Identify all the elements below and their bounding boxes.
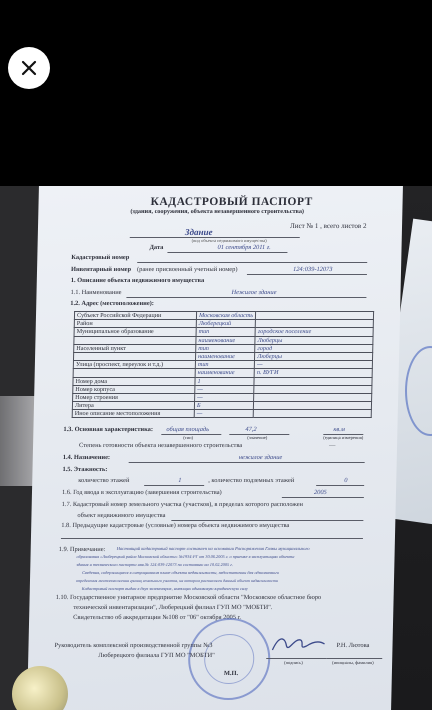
address-cell: — — [254, 361, 372, 369]
note-line-2: образования «Люберецкий район Московской области» №1934-РГ от 30.06.2005 г. о приемке в эксплуатацию объекта — [76, 554, 295, 559]
address-cell: Улица (проспект, переулок и т.д.) — [73, 361, 195, 369]
address-cell: Субъект Российской Федерации — [74, 312, 196, 320]
address-cell — [254, 377, 372, 385]
head-label: Руководитель комплексной производственной группы №3 — [54, 642, 213, 649]
readiness-label: Степень готовности объекта незавершенного строительства — [78, 442, 243, 449]
inventory-note: (ранее присвоенный учетный номер) — [136, 266, 238, 273]
purpose-label: 1.4. Назначение: — [62, 454, 111, 461]
address-row — [73, 352, 372, 360]
address-cell: — — [195, 385, 254, 393]
address-cell: городское поселение — [255, 328, 373, 336]
land-label: 1.7. Кадастровый номер земельного участка (участков), в пределах которого расположен — [61, 501, 304, 508]
address-row — [72, 410, 371, 418]
land-label-2: объект недвижимого имущества — [77, 512, 166, 519]
address-row — [73, 377, 372, 385]
address-table — [72, 311, 375, 418]
address-cell: — — [194, 410, 253, 418]
address-label: 1.2. Адрес (местоположение): — [70, 300, 155, 307]
underground-value: 0 — [344, 477, 348, 484]
year-value: 2005 — [313, 489, 327, 496]
org-label-2: технической инвентаризации", Люберецкий филиал ГУП МО "МОБТИ". — [73, 604, 273, 611]
signature-icon — [268, 632, 329, 656]
underground-text: , количество подземных этажей — [208, 477, 295, 484]
address-cell: Люберецкий — [196, 320, 255, 328]
address-cell: наименование — [196, 336, 255, 344]
readiness-value: — — [328, 442, 336, 449]
main-value-hint: (значение) — [247, 435, 268, 440]
main-unit-hint: (единица измерения) — [323, 435, 364, 440]
address-cell: Номер корпуса — [73, 385, 195, 393]
close-button[interactable] — [8, 47, 50, 89]
address-cell: наименование — [195, 369, 254, 377]
address-row — [72, 402, 371, 410]
background-glare — [0, 396, 36, 486]
floors-value: 1 — [178, 477, 182, 484]
object-type: Здание — [184, 227, 213, 237]
name-value: Нежилое здание — [231, 289, 277, 296]
address-cell — [253, 410, 371, 418]
close-icon — [20, 59, 38, 77]
address-row — [73, 369, 372, 377]
accreditation: Свидетельство об аккредитации №108 от "06" октября 2005 г. — [73, 614, 242, 621]
address-cell: Номер дома — [73, 377, 195, 385]
address-cell: Московская область — [196, 312, 255, 320]
address-cell: Номер строения — [73, 393, 195, 401]
address-row — [73, 393, 372, 401]
address-cell — [254, 393, 372, 401]
head-name: Р.Н. Лютова — [336, 642, 370, 649]
prev-numbers-label: 1.8. Предыдущие кадастровые (условные) номера объекта недвижимого имущества — [61, 522, 290, 529]
address-cell: Район — [74, 320, 196, 328]
address-cell: — — [195, 393, 254, 401]
address-cell: город — [255, 344, 373, 352]
date-value: 01 сентября 2011 г. — [217, 244, 271, 251]
note-line-4: Сведения, содержащиеся в ситуационном плане объекта недвижимости, недостаточны для однозначного — [82, 570, 280, 575]
signature-hint: (подпись) — [284, 660, 303, 665]
note-line-1: Настоящий кадастровый паспорт составлен на основании Распоряжения Главы муниципального — [116, 546, 310, 551]
name-label: 1.1. Наименование — [70, 289, 122, 296]
address-cell: Иное описание местоположения — [72, 410, 194, 418]
main-value: 47,2 — [245, 426, 257, 433]
note-line-5: определения местоположения границ земельного участка, на котором расположен данный объект недвижимости — [75, 578, 278, 583]
section1-title: 1. Описание объекта недвижимого имущества — [70, 277, 205, 284]
floors-text: количество этажей — [78, 477, 130, 484]
cadastral-label: Кадастровый номер — [71, 254, 130, 261]
head-label-2: Люберецкого филиала ГУП МО "МОБТИ" — [98, 652, 215, 659]
address-row — [74, 336, 373, 344]
address-cell: 1 — [195, 377, 254, 385]
address-cell — [73, 369, 195, 377]
address-row — [74, 328, 373, 336]
floors-label: 1.5. Этажность: — [62, 466, 108, 473]
org-label: 1.10. Государственное унитарное предприятие Московской области "Московское областное бюро — [55, 594, 322, 601]
note-line-3: здания и технического паспорта инв.№ 124:039-12073 по состоянию на 10.02.2005 г. — [76, 562, 233, 567]
address-cell: Литера — [72, 402, 194, 410]
address-cell: наименование — [195, 352, 254, 360]
date-label: Дата — [149, 244, 164, 251]
note-label: 1.9. Примечание: — [58, 546, 106, 553]
address-cell: Люберцы — [255, 336, 373, 344]
address-row — [74, 320, 373, 328]
head-name-hint: (инициалы, фамилия) — [332, 660, 374, 665]
address-cell — [254, 402, 372, 410]
address-cell — [254, 385, 372, 393]
address-cell: п. ВУГИ — [254, 369, 372, 377]
address-cell: Люберцы — [255, 352, 373, 360]
doc-title: КАДАСТРОВЫЙ ПАСПОРТ — [150, 196, 313, 208]
address-cell — [255, 320, 373, 328]
main-unit: кв.м — [333, 426, 345, 433]
address-cell: Муниципальное образование — [74, 328, 196, 336]
object-type-hint: (вид объекта недвижимого имущества) — [191, 238, 267, 243]
address-row — [73, 361, 372, 369]
address-row — [74, 344, 373, 352]
doc-subtitle: (здания, сооружения, объекта незавершенного строительства) — [130, 208, 305, 215]
address-cell — [256, 312, 374, 320]
main-type: общая площадь — [166, 426, 210, 433]
main-type-hint: (тип) — [183, 435, 194, 440]
purpose-value: нежилое здание — [238, 454, 283, 461]
document-photo — [0, 186, 432, 710]
address-cell — [73, 352, 195, 360]
address-cell: Населенный пункт — [74, 344, 196, 352]
address-row — [74, 312, 373, 320]
main-char-label: 1.3. Основная характеристика: — [63, 426, 154, 433]
address-cell: тип — [196, 328, 255, 336]
address-cell — [74, 336, 196, 344]
year-label: 1.6. Год ввода в эксплуатацию (завершения строительства) — [61, 489, 222, 496]
address-row — [73, 385, 372, 393]
address-cell: тип — [196, 344, 255, 352]
inventory-value: 124:039-12073 — [292, 266, 333, 273]
inventory-label: Инвентарный номер — [70, 266, 132, 273]
cadastral-passport — [27, 186, 403, 710]
address-cell: тип — [195, 361, 254, 369]
note-line-6: Кадастровый паспорт выдан в двух экземплярах, имеющих одинаковую юридическую силу — [81, 586, 248, 591]
address-cell: Б — [194, 402, 253, 410]
sheet-number: Лист № 1 , всего листов 2 — [289, 222, 367, 230]
seal-place: М.П. — [223, 670, 239, 677]
